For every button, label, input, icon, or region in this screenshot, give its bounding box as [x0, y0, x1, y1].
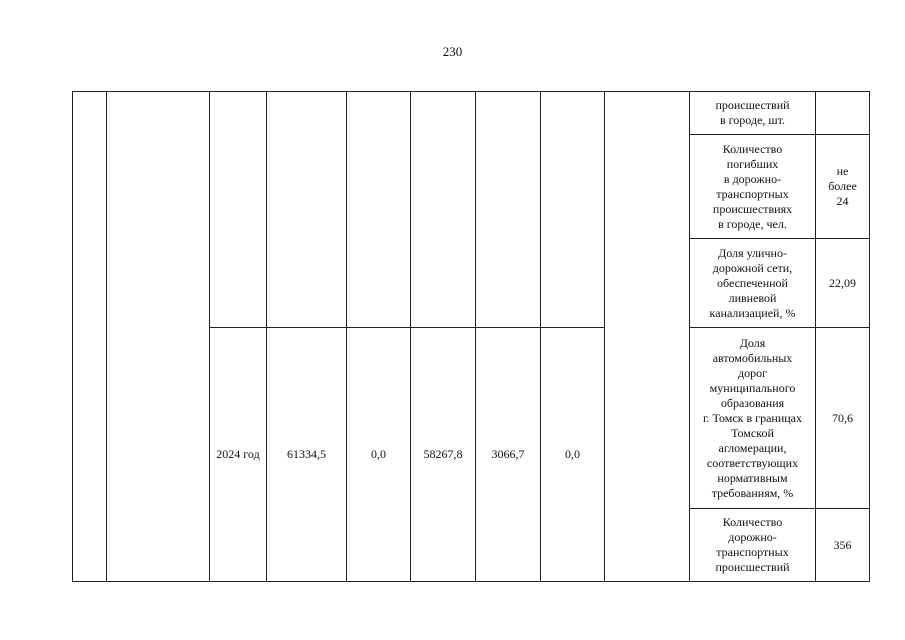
total-cell: 61334,5 [267, 328, 347, 582]
indicator-name: Доля автомобильных дорог муниципального образования г. Томск в границах Томской агломерации, соответствующих нормативным требованиям, % [690, 328, 816, 509]
measure-cell [107, 92, 210, 582]
indicator-value: не более 24 [816, 135, 870, 239]
regional-cell-empty [411, 92, 476, 328]
extra-cell-empty [541, 92, 605, 328]
federal-cell-empty [347, 92, 411, 328]
indicator-name: происшествий в городе, шт. [690, 92, 816, 135]
regional-cell: 58267,8 [411, 328, 476, 582]
executor-cell [605, 92, 690, 582]
indicator-value: 70,6 [816, 328, 870, 509]
federal-cell: 0,0 [347, 328, 411, 582]
number-cell [73, 92, 107, 582]
indicator-value: 22,09 [816, 239, 870, 328]
indicator-value: 356 [816, 509, 870, 582]
total-cell-empty [267, 92, 347, 328]
year-cell: 2024 год [210, 328, 267, 582]
extra-cell: 0,0 [541, 328, 605, 582]
indicator-value [816, 92, 870, 135]
indicator-name: Доля улично- дорожной сети, обеспеченной ливневой канализацией, % [690, 239, 816, 328]
indicator-name: Количество погибших в дорожно- транспортных происшествиях в городе, чел. [690, 135, 816, 239]
local-cell: 3066,7 [476, 328, 541, 582]
indicator-name: Количество дорожно- транспортных происшествий [690, 509, 816, 582]
page-number: 230 [442, 44, 463, 59]
budget-table [72, 91, 870, 582]
year-cell-empty [210, 92, 267, 328]
local-cell-empty [476, 92, 541, 328]
